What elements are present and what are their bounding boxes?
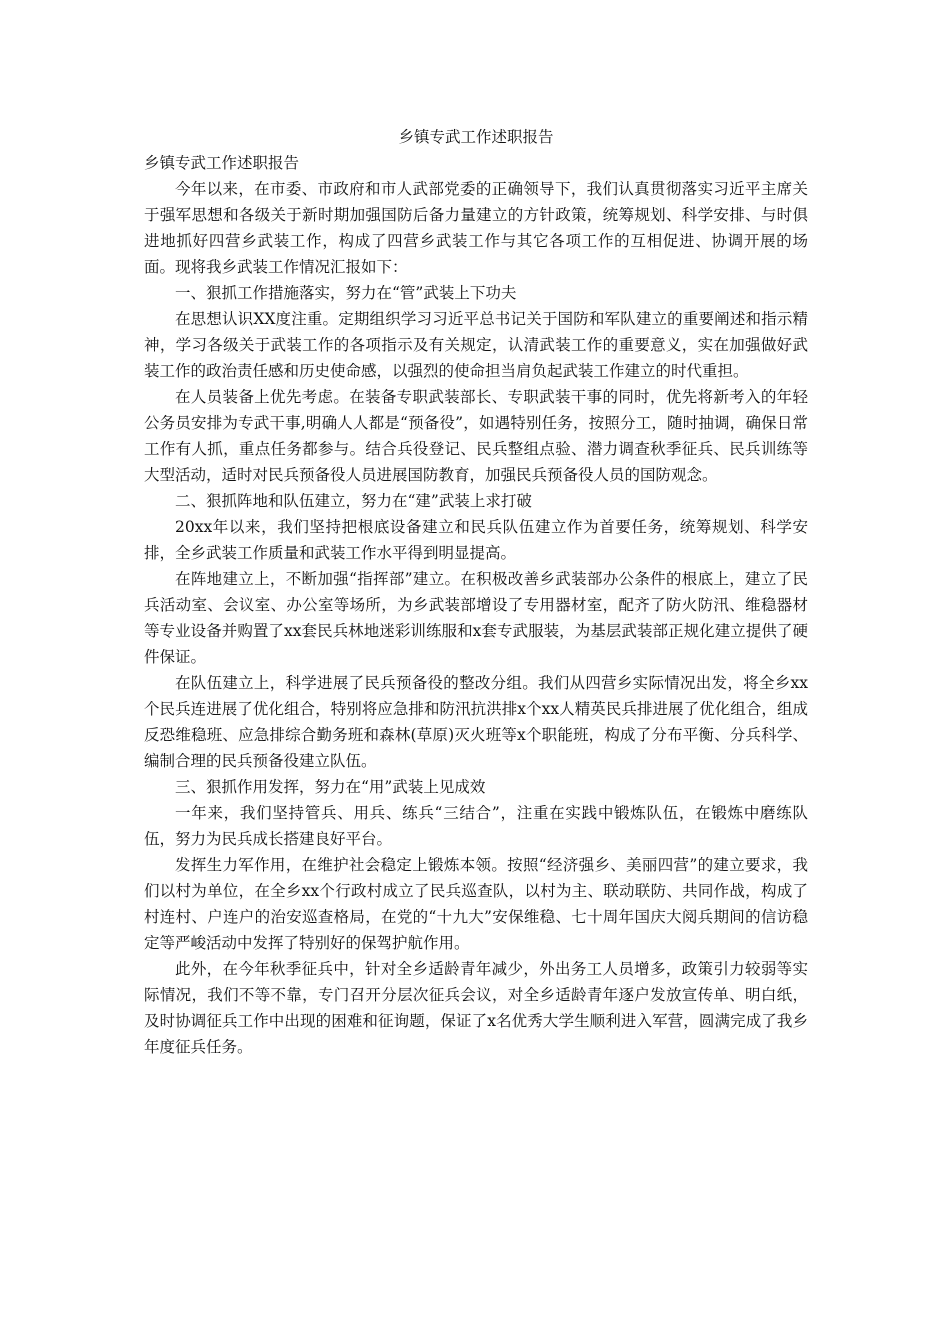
body-paragraph: 发挥生力军作用，在维护社会稳定上锻炼本领。按照“经济强乡、美丽四营”的建立要求，我们以村为单位，在全乡xx个行政村成立了民兵巡查队，以村为主、联动联防、共同作战，构成了村连村、户连户的治安巡查格局，在党的“十九大”安保维稳、七十周年国庆大阅兵期间的信访稳定等严峻活动中发挥了特别好的保驾护航作用。: [144, 856, 808, 952]
body-paragraph: 此外，在今年秋季征兵中，针对全乡适龄青年减少，外出务工人员增多，政策引力较弱等实际情况，我们不等不靠，专门召开分层次征兵会议，对全乡适龄青年逐户发放宣传单、明白纸，及时协调征兵工作中出现的困难和征询题，保证了x名优秀大学生顺利进入军营，圆满完成了我乡年度征兵任务。: [144, 960, 808, 1056]
document-body: [144, 176, 808, 1060]
body-paragraph: 20xx年以来，我们坚持把根底设备建立和民兵队伍建立作为首要任务，统筹规划、科学安排，全乡武装工作质量和武装工作水平得到明显提高。: [144, 518, 808, 562]
section-heading: 二、狠抓阵地和队伍建立，努力在“建”武装上求打破: [175, 492, 532, 510]
document-subtitle: 乡镇专武工作述职报告: [144, 154, 300, 172]
body-paragraph: 在队伍建立上，科学进展了民兵预备役的整改分组。我们从四营乡实际情况出发，将全乡xx个民兵连进展了优化组合，特别将应急排和防汛抗洪排x个xx人精英民兵排进展了优化组合，组成反恐维稳班、应急排综合勤务班和森林(草原)灭火班等x个职能班，构成了分布平衡、分兵科学、编制合理的民兵预备役建立队伍。: [144, 674, 808, 770]
body-paragraph: 一年来，我们坚持管兵、用兵、练兵“三结合”，注重在实践中锻炼队伍，在锻炼中磨练队伍，努力为民兵成长搭建良好平台。: [144, 804, 808, 848]
document-page: [144, 124, 808, 1060]
body-paragraph: 在阵地建立上，不断加强“指挥部”建立。在积极改善乡武装部办公条件的根底上，建立了民兵活动室、会议室、办公室等场所，为乡武装部增设了专用器材室，配齐了防火防汛、维稳器材等专业设备并购置了xx套民兵林地迷彩训练服和x套专武服装，为基层武装部正规化建立提供了硬件保证。: [144, 570, 808, 666]
body-paragraph: 今年以来，在市委、市政府和市人武部党委的正确领导下，我们认真贯彻落实习近平主席关于强军思想和各级关于新时期加强国防后备力量建立的方针政策，统筹规划、科学安排、与时俱进地抓好四营乡武装工作，构成了四营乡武装工作与其它各项工作的互相促进、协调开展的场面。现将我乡武装工作情况汇报如下：: [144, 180, 808, 276]
section-heading: 一、狠抓工作措施落实，努力在“管”武装上下功夫: [175, 284, 517, 302]
document-title: 乡镇专武工作述职报告: [398, 128, 554, 146]
section-heading: 三、狠抓作用发挥，努力在“用”武装上见成效: [175, 778, 486, 796]
body-paragraph: 在人员装备上优先考虑。在装备专职武装部长、专职武装干事的同时，优先将新考入的年轻公务员安排为专武干事,明确人人都是“预备役”，如遇特别任务，按照分工，随时抽调，确保日常工作有人抓，重点任务都参与。结合兵役登记、民兵整组点验、潜力调查秋季征兵、民兵训练等大型活动，适时对民兵预备役人员进展国防教育，加强民兵预备役人员的国防观念。: [144, 388, 808, 484]
body-paragraph: 在思想认识XX度注重。定期组织学习习近平总书记关于国防和军队建立的重要阐述和指示精神，学习各级关于武装工作的各项指示及有关规定，认清武装工作的重要意义，实在加强做好武装工作的政治责任感和历史使命感，以强烈的使命担当肩负起武装工作建立的时代重担。: [144, 310, 808, 380]
